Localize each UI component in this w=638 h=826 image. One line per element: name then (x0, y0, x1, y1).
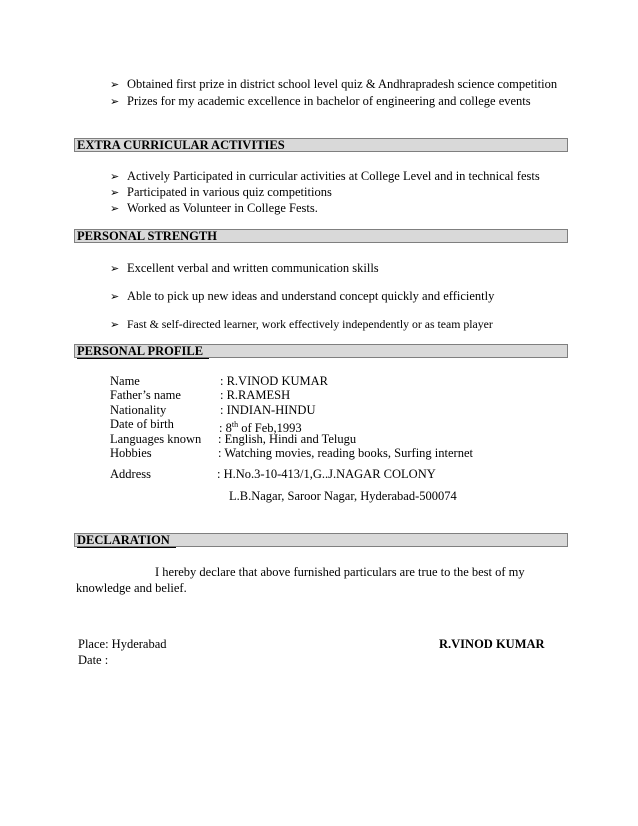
signature-name: R.VINOD KUMAR (439, 637, 545, 651)
arrow-bullet-icon: ➢ (110, 79, 120, 91)
activity-text: Actively Participated in curricular activities at College Level and in technical fests (127, 169, 540, 183)
section-title: PERSONAL PROFILE (77, 344, 209, 359)
father-name-label: Father’s name (110, 388, 181, 402)
arrow-bullet-icon: ➢ (110, 187, 120, 199)
list-item (110, 200, 318, 217)
father-name-value: : R.RAMESH (220, 388, 291, 402)
date-text: Date : (78, 653, 109, 667)
declaration-line1: I hereby declare that above furnished particulars are true to the best of my (155, 565, 525, 579)
declaration-line2: knowledge and belief. (76, 581, 187, 595)
section-header-personal-profile (74, 344, 568, 358)
list-item (110, 316, 493, 333)
list-item (110, 168, 540, 185)
languages-value: : English, Hindi and Telugu (218, 432, 357, 446)
place-text: Place: Hyderabad (78, 637, 167, 651)
name-value: : R.VINOD KUMAR (220, 374, 328, 388)
languages-label: Languages known (110, 432, 202, 446)
strength-text: Able to pick up new ideas and understand concept quickly and efficiently (127, 289, 495, 303)
address-line1: : H.No.3-10-413/1,G..J.NAGAR COLONY (217, 467, 436, 481)
activity-text: Participated in various quiz competitions (127, 185, 332, 199)
achievement-text: Obtained first prize in district school level quiz & Andhrapradesh science competition (127, 77, 558, 91)
strength-text: Fast & self-directed learner, work effectively independently or as team player (127, 317, 493, 331)
section-header-personal-strength (74, 229, 568, 243)
arrow-bullet-icon: ➢ (110, 319, 120, 331)
list-item (110, 260, 379, 277)
nationality-value: : INDIAN-HINDU (220, 403, 316, 417)
list-item (110, 184, 332, 201)
address-line2: L.B.Nagar, Saroor Nagar, Hyderabad-500074 (229, 489, 457, 503)
name-label: Name (110, 374, 140, 388)
arrow-bullet-icon: ➢ (110, 203, 120, 215)
section-header-extra-curricular (74, 138, 568, 152)
arrow-bullet-icon: ➢ (110, 96, 120, 108)
dob-label: Date of birth (110, 417, 174, 431)
section-header-declaration (74, 533, 568, 547)
list-item (110, 93, 531, 110)
activity-text: Worked as Volunteer in College Fests. (127, 201, 318, 215)
arrow-bullet-icon: ➢ (110, 263, 120, 275)
list-item (110, 76, 557, 93)
hobbies-value: : Watching movies, reading books, Surfing internet (218, 446, 473, 460)
strength-text: Excellent verbal and written communication skills (127, 261, 379, 275)
arrow-bullet-icon: ➢ (110, 291, 120, 303)
address-label: Address (110, 467, 151, 481)
section-title: DECLARATION (77, 533, 176, 548)
dob-value: : 8th of Feb,1993 (219, 420, 302, 436)
section-title: PERSONAL STRENGTH (77, 229, 217, 243)
arrow-bullet-icon: ➢ (110, 171, 120, 183)
section-title: EXTRA CURRICULAR ACTIVITIES (77, 138, 285, 152)
list-item (110, 288, 494, 305)
hobbies-label: Hobbies (110, 446, 152, 460)
achievement-text: Prizes for my academic excellence in bachelor of engineering and college events (127, 94, 531, 108)
nationality-label: Nationality (110, 403, 167, 417)
